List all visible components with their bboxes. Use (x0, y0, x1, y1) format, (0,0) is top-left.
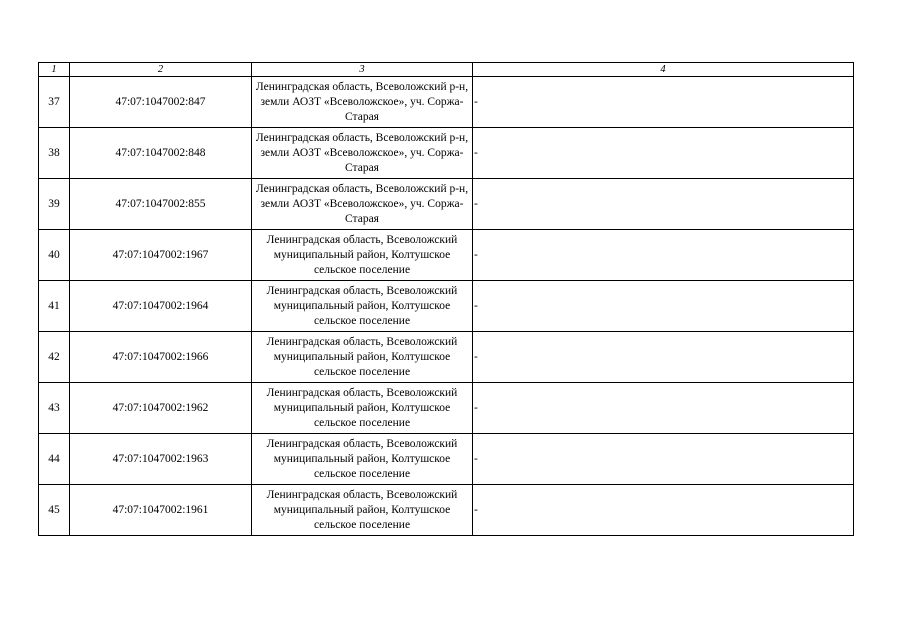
table-row (39, 332, 854, 383)
row-number: 38 (39, 128, 70, 179)
note-cell: - (473, 128, 854, 179)
table-row (39, 485, 854, 536)
cadastral-number: 47:07:1047002:1966 (70, 332, 252, 383)
table-row (39, 434, 854, 485)
table-row (39, 128, 854, 179)
cadastral-number: 47:07:1047002:1967 (70, 230, 252, 281)
location-address: Ленинградская область, Всеволожский муниципальный район, Колтушское сельское поселение (252, 281, 473, 332)
table-row (39, 179, 854, 230)
row-number: 40 (39, 230, 70, 281)
location-address: Ленинградская область, Всеволожский р-н, земли АОЗТ «Всеволожское», уч. Соржа-Старая (252, 77, 473, 128)
location-address: Ленинградская область, Всеволожский р-н, земли АОЗТ «Всеволожское», уч. Соржа-Старая (252, 128, 473, 179)
cadastral-number: 47:07:1047002:1962 (70, 383, 252, 434)
note-cell: - (473, 434, 854, 485)
cadastral-number: 47:07:1047002:848 (70, 128, 252, 179)
row-number: 37 (39, 77, 70, 128)
header-row (39, 63, 854, 77)
cadastral-number: 47:07:1047002:855 (70, 179, 252, 230)
note-cell: - (473, 179, 854, 230)
note-cell: - (473, 281, 854, 332)
column-header: 2 (70, 63, 252, 77)
note-cell: - (473, 230, 854, 281)
location-address: Ленинградская область, Всеволожский муниципальный район, Колтушское сельское поселение (252, 230, 473, 281)
table-row (39, 383, 854, 434)
row-number: 43 (39, 383, 70, 434)
row-number: 42 (39, 332, 70, 383)
cadastral-number: 47:07:1047002:1963 (70, 434, 252, 485)
note-cell: - (473, 383, 854, 434)
column-header: 1 (39, 63, 70, 77)
cadastral-number: 47:07:1047002:847 (70, 77, 252, 128)
note-cell: - (473, 485, 854, 536)
column-header: 3 (252, 63, 473, 77)
location-address: Ленинградская область, Всеволожский муниципальный район, Колтушское сельское поселение (252, 434, 473, 485)
table-row (39, 281, 854, 332)
note-cell: - (473, 77, 854, 128)
cadastral-number: 47:07:1047002:1964 (70, 281, 252, 332)
land-plots-table (38, 62, 854, 536)
note-cell: - (473, 332, 854, 383)
location-address: Ленинградская область, Всеволожский р-н, земли АОЗТ «Всеволожское», уч. Соржа-Старая (252, 179, 473, 230)
table-body (39, 63, 854, 536)
row-number: 39 (39, 179, 70, 230)
location-address: Ленинградская область, Всеволожский муниципальный район, Колтушское сельское поселение (252, 383, 473, 434)
table-row (39, 230, 854, 281)
cadastral-number: 47:07:1047002:1961 (70, 485, 252, 536)
row-number: 44 (39, 434, 70, 485)
column-header: 4 (473, 63, 854, 77)
location-address: Ленинградская область, Всеволожский муниципальный район, Колтушское сельское поселение (252, 332, 473, 383)
location-address: Ленинградская область, Всеволожский муниципальный район, Колтушское сельское поселение (252, 485, 473, 536)
row-number: 41 (39, 281, 70, 332)
table-row (39, 77, 854, 128)
row-number: 45 (39, 485, 70, 536)
